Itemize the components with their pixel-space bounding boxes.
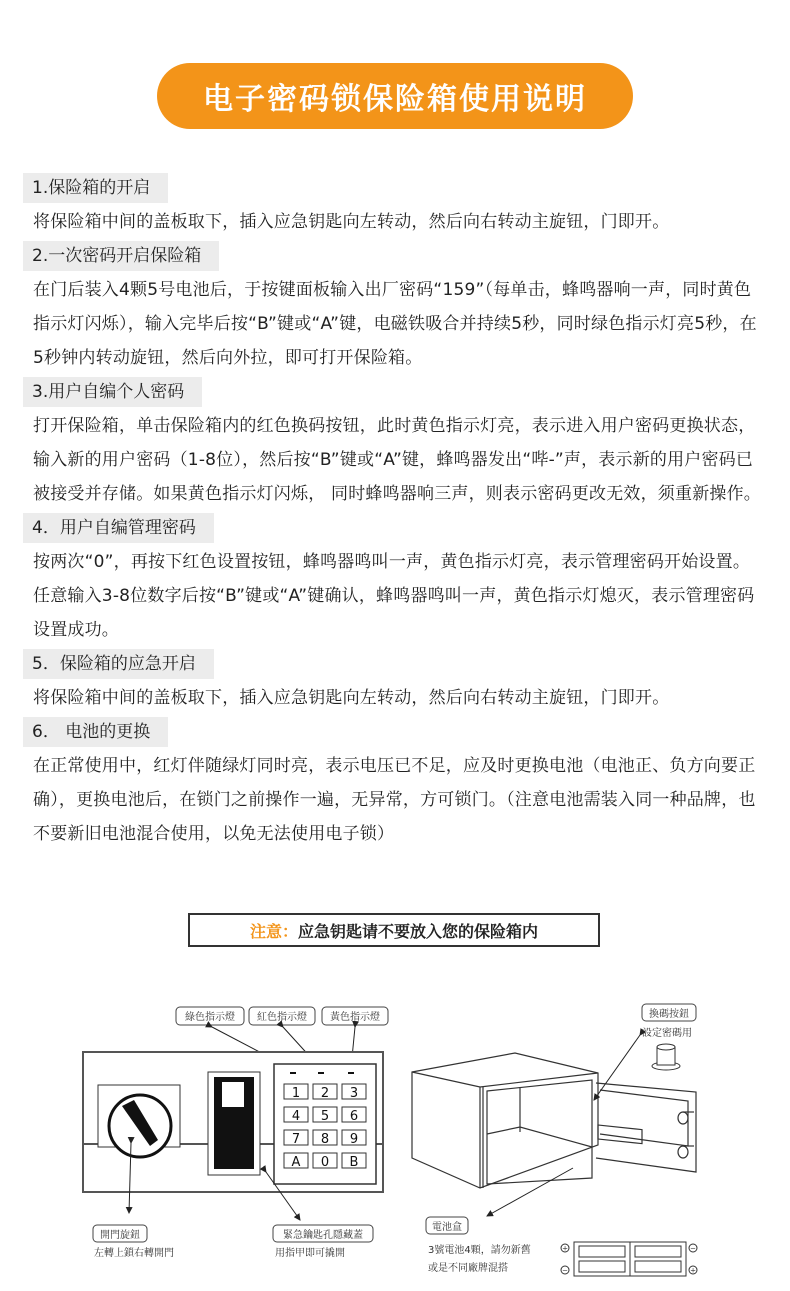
open-safe-illustration — [412, 1053, 696, 1188]
key-8: 8 — [320, 1132, 330, 1147]
section-1 — [26, 173, 766, 239]
minus-icon: − — [690, 1244, 696, 1253]
key-b: B — [349, 1155, 359, 1170]
battery-box-desc-1: 3號電池4顆，請勿新舊 — [428, 1245, 531, 1256]
reset-button-label: 換碼按鈕 — [649, 1009, 689, 1020]
section-heading: 2.一次密码开启保险箱 — [23, 241, 219, 271]
section-5 — [26, 649, 766, 715]
page-title-banner — [157, 63, 633, 129]
key-a: A — [291, 1155, 301, 1170]
key-7: 7 — [291, 1132, 301, 1147]
battery-box-desc-2: 或是不同廠牌混搭 — [428, 1263, 508, 1274]
section-heading: 6． 电池的更换 — [23, 717, 168, 747]
instructions — [26, 173, 766, 853]
key-1: 1 — [291, 1086, 301, 1101]
section-body: 将保险箱中间的盖板取下，插入应急钥匙向左转动，然后向右转动主旋钮，门即开。 — [33, 212, 670, 232]
key-2: 2 — [320, 1086, 330, 1101]
battery-box-label: 電池盒 — [432, 1222, 462, 1233]
key-9: 9 — [349, 1132, 359, 1147]
red-indicator-label: 紅色指示燈 — [257, 1012, 307, 1023]
minus-icon: − — [562, 1266, 568, 1275]
knob-label: 開門旋鈕 — [100, 1230, 140, 1241]
safe-diagram — [0, 990, 790, 1290]
page-title: 电子密码锁保险箱使用说明 — [203, 82, 587, 117]
yellow-indicator-label: 黃色指示燈 — [330, 1012, 380, 1023]
section-4 — [26, 513, 766, 647]
section-2 — [26, 241, 766, 375]
notice-box — [188, 913, 600, 947]
knob-desc: 左轉上鎖右轉開門 — [94, 1248, 174, 1259]
indicator-labels — [176, 1007, 388, 1025]
key-4: 4 — [291, 1109, 301, 1124]
plus-icon: + — [690, 1266, 696, 1275]
key-3: 3 — [349, 1086, 359, 1101]
section-body: 将保险箱中间的盖板取下，插入应急钥匙向左转动，然后向右转动主旋钮，门即开。 — [33, 688, 670, 708]
reset-button-icon — [652, 1044, 680, 1070]
key-0: 0 — [320, 1155, 330, 1170]
keypad — [274, 1064, 376, 1184]
section-body: 在正常使用中，红灯伴随绿灯同时亮，表示电压已不足，应及时更换电池（电池正、负方向要正确），更换电池后，在锁门之前操作一遍，无异常，方可锁门。（注意电池需装入同一种品牌，也不要新旧电池混合使用，以免无法使用电子锁） — [33, 756, 756, 844]
section-body: 在门后装入4颗5号电池后，于按键面板输入出厂密码“159”（每单击，蜂鸣器响一声，同时黄色指示灯闪烁），输入完毕后按“B”键或“A”键，电磁铁吸合并持续5秒，同时绿色指示灯亮5秒，在5秒钟内转动旋钮，然后向外拉，即可打开保险箱。 — [33, 280, 757, 368]
section-heading: 5．保险箱的应急开启 — [23, 649, 214, 679]
notice-label: 注意： — [249, 921, 298, 941]
key-6: 6 — [349, 1109, 359, 1124]
section-heading: 1.保险箱的开启 — [23, 173, 168, 203]
reset-button-desc: 設定密碼用 — [642, 1028, 692, 1039]
section-6 — [26, 717, 766, 851]
section-heading: 3.用户自编个人密码 — [23, 377, 202, 407]
notice-text: 应急钥匙请不要放入您的保险箱内 — [298, 921, 539, 941]
section-3 — [26, 377, 766, 511]
section-heading: 4．用户自编管理密码 — [23, 513, 214, 543]
plus-icon: + — [562, 1244, 568, 1253]
battery-box-icon — [561, 1242, 697, 1276]
green-indicator-label: 綠色指示燈 — [185, 1012, 235, 1023]
cover-desc: 用指甲即可撬開 — [275, 1248, 345, 1259]
section-body: 按两次“0”，再按下红色设置按钮，蜂鸣器鸣叫一声，黄色指示灯亮，表示管理密码开始设置。任意输入3-8位数字后按“B”键或“A”键确认，蜂鸣器鸣叫一声，黄色指示灯熄灭，表示管理密码设置成功。 — [33, 552, 755, 640]
cover-label: 緊急鑰匙孔隱藏蓋 — [283, 1230, 363, 1241]
key-5: 5 — [320, 1109, 330, 1124]
section-body: 打开保险箱，单击保险箱内的红色换码按钮，此时黄色指示灯亮，表示进入用户密码更换状态，输入新的用户密码（1-8位），然后按“B”键或“A”键，蜂鸣器发出“哔-”声，表示新的用户密码已被接受并存储。如果黄色指示灯闪烁， 同时蜂鸣器响三声，则表示密码更改无效，须重新操作。 — [33, 416, 762, 504]
